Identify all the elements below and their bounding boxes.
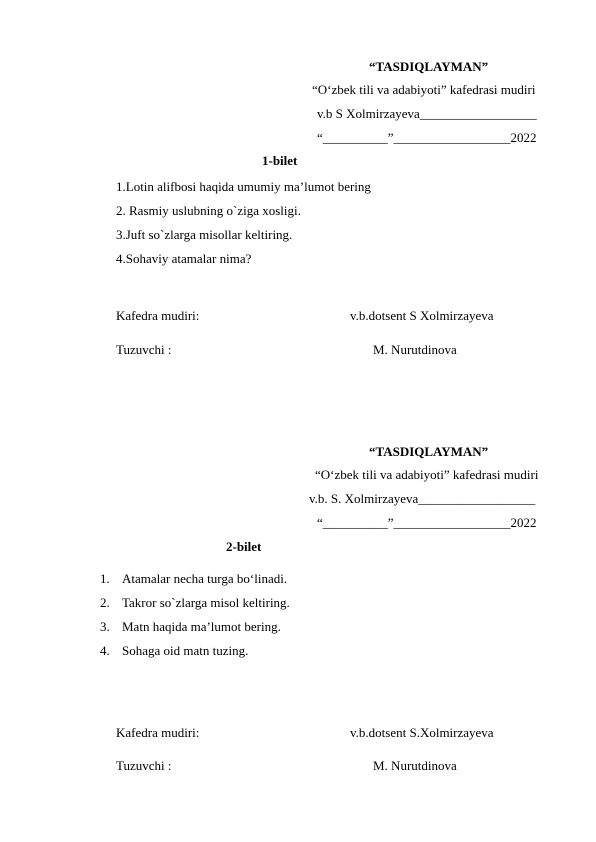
question-item (100, 571, 287, 587)
question-text: Atamalar necha turga bo‘linadi. (122, 571, 288, 586)
question-item: 2. Rasmiy uslubning o`ziga xosligi. (116, 203, 301, 218)
author-name: M. Nurutdinova (373, 342, 457, 357)
question-item (100, 619, 281, 635)
approval-heading: “TASDIQLAYMAN” (369, 59, 489, 74)
question-text: Matn haqida ma’lumot bering. (122, 619, 281, 634)
head-name: v.b.dotsent S Xolmirzayeva (350, 308, 494, 323)
question-text: Sohaga oid matn tuzing. (122, 643, 249, 658)
question-item (100, 595, 290, 611)
approval-date: “__________”__________________2022 (317, 130, 537, 145)
head-name: v.b.dotsent S.Xolmirzayeva (350, 725, 494, 740)
approval-position: “O‘zbek tili va adabiyoti” kafedrasi mudiri (312, 82, 536, 97)
question-number: 1. (100, 571, 110, 586)
approval-date: “__________”__________________2022 (317, 515, 537, 530)
question-number: 3. (100, 619, 110, 634)
question-item: 3.Juft so`zlarga misollar keltiring. (116, 227, 293, 242)
ticket-title: 2-bilet (226, 539, 262, 554)
approval-signer: v.b. S. Xolmirzayeva__________________ (309, 491, 536, 506)
question-number: 4. (100, 643, 110, 658)
author-label: Tuzuvchi : (116, 342, 172, 357)
approval-signer: v.b S Xolmirzayeva__________________ (317, 106, 537, 121)
author-label: Tuzuvchi : (116, 758, 172, 773)
question-text: Takror so`zlarga misol keltiring. (122, 595, 290, 610)
head-label: Kafedra mudiri: (116, 308, 200, 323)
question-number: 2. (100, 595, 110, 610)
head-label: Kafedra mudiri: (116, 725, 200, 740)
question-item: 1.Lotin alifbosi haqida umumiy ma’lumot bering (116, 179, 371, 194)
author-name: M. Nurutdinova (373, 758, 457, 773)
approval-heading: “TASDIQLAYMAN” (369, 444, 489, 459)
question-item: 4.Sohaviy atamalar nima? (116, 251, 252, 266)
question-item (100, 643, 248, 659)
approval-position: “O‘zbek tili va adabiyoti” kafedrasi mudiri (315, 467, 539, 482)
ticket-title: 1-bilet (262, 153, 298, 168)
